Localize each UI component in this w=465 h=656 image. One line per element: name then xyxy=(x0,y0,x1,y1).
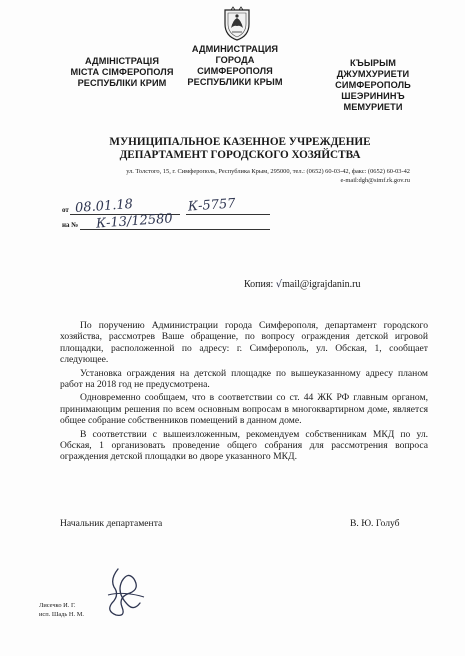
header-crh-line: МЕМУРИЕТИ xyxy=(343,102,403,112)
header-crh-line: ШЕЭРИНИНЪ xyxy=(341,91,405,101)
copy-label: Копия: xyxy=(244,279,274,290)
executor-block xyxy=(39,601,84,619)
letter-body xyxy=(60,320,428,465)
organization-line2: ДЕПАРТАМЕНТ ГОРОДСКОГО ХОЗЯЙСТВА xyxy=(119,149,361,161)
organization-line1: МУНИЦИПАЛЬНОЕ КАЗЕННОЕ УЧРЕЖДЕНИЕ xyxy=(109,136,371,148)
header-crh-line: СИМФЕРОПОЛЬ xyxy=(335,80,411,90)
body-paragraph: Одновременно сообщаем, что в соответствии со ст. 44 ЖК РФ главным органом, принимающим решения по всем основным вопросам в многоквартирном доме, является общее собрание собственников помещений в данном доме. xyxy=(60,392,428,427)
signatory-name: В. Ю. Голуб xyxy=(350,518,400,529)
header-ru-line: РЕСПУБЛИКИ КРЫМ xyxy=(187,77,283,87)
header-ru-line: ГОРОДА xyxy=(215,55,255,65)
executor-line1: Лисечко И. Г. xyxy=(39,602,76,609)
header-russian xyxy=(175,44,295,88)
check-mark-icon: √ xyxy=(275,279,283,290)
signatory-position: Начальник департамента xyxy=(60,518,163,529)
copy-email: mail@igrajdanin.ru xyxy=(282,279,361,290)
body-paragraph: Установка ограждения на детской площадке по вышеуказанному адресу планом работ на 2018 год не предусмотрена. xyxy=(60,367,428,391)
organization-address: ул. Толстого, 15, г. Симферополь, Республика Крым, 295000, тел.: (0652) 60-03-42, факс: (0652) 60-03-42 xyxy=(126,168,410,175)
handwritten-reference: К-13/12580 xyxy=(95,211,174,232)
organization-email: e-mail:dgh@simf.rk.gov.ru xyxy=(340,176,410,184)
header-ua-line: РЕСПУБЛІКИ КРИМ xyxy=(77,78,167,88)
organization-address-block xyxy=(90,168,410,185)
handwritten-signature-icon xyxy=(100,565,150,620)
coat-of-arms-icon xyxy=(221,6,253,42)
header-ru-line: СИМФЕРОПОЛЯ xyxy=(197,66,273,76)
handwritten-date: 08.01.18 xyxy=(74,196,134,217)
copy-line xyxy=(244,279,361,290)
registration-from-label: от xyxy=(62,206,69,214)
registration-to-label: на № xyxy=(62,221,79,229)
body-paragraph: По поручению Администрации города Симферополя, департамент городского хозяйства, рассмотрев Ваше обращение, по вопросу ограждения детской игровой площадки, расположенной по адресу: г. Симферополь, ул. Обская, 1, сообщает следующее. xyxy=(60,320,428,366)
header-ua-line: АДМІНІСТРАЦІЯ xyxy=(84,56,160,66)
registration-number-line xyxy=(186,214,270,215)
header-crh-line: ДЖУМХУРИЕТИ xyxy=(336,69,410,79)
header-ua-line: МІСТА СІМФЕРОПОЛЯ xyxy=(70,67,174,77)
header-crimean-tatar xyxy=(312,58,434,113)
header-ukrainian xyxy=(58,56,186,89)
header-ru-line: АДМИНИСТРАЦИЯ xyxy=(191,44,279,54)
executor-line2: исп. Шадь Н. М. xyxy=(39,611,85,618)
body-paragraph: В соответствии с вышеизложенным, рекомендуем собственникам МКД по ул. Обская, 1 организовать проведение общего собрания для рассмотрения вопроса ограждения детской площадки во дворе указанного МКД. xyxy=(60,428,428,463)
handwritten-number: К-5757 xyxy=(187,196,237,215)
organization-title xyxy=(60,136,420,162)
header-crh-line: КЪЫРЫМ xyxy=(350,58,396,68)
